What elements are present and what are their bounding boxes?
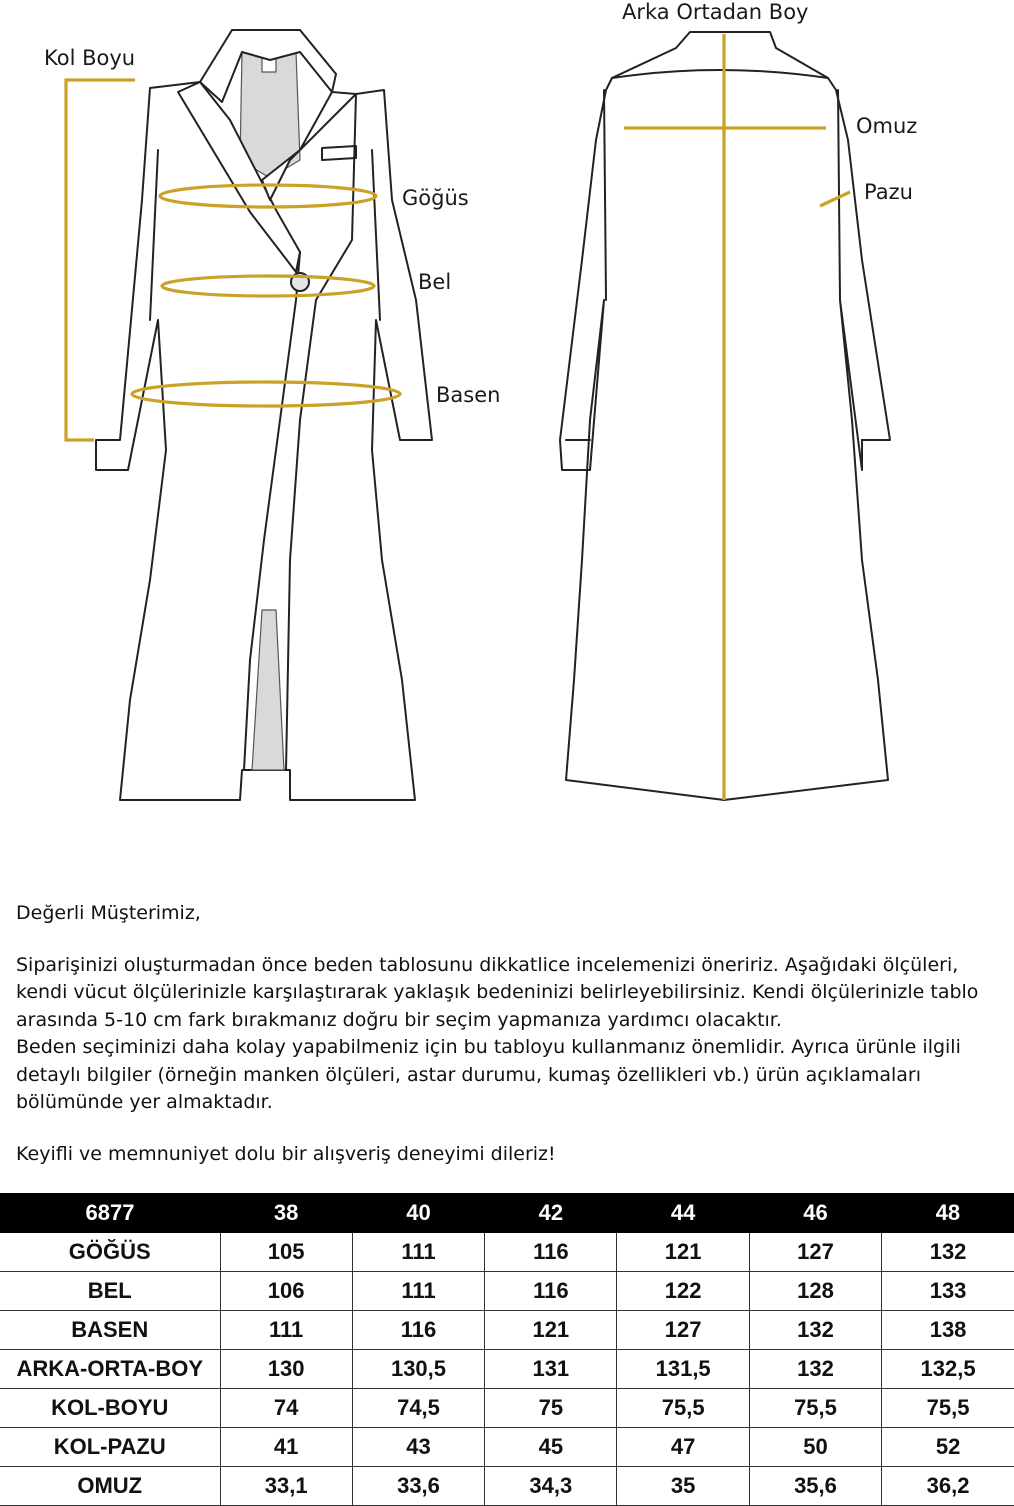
measurement-name-cell: BASEN bbox=[0, 1311, 220, 1350]
size-header: 38 bbox=[220, 1193, 352, 1233]
measurement-name-cell: OMUZ bbox=[0, 1467, 220, 1506]
label-basen: Basen bbox=[436, 383, 501, 407]
measurement-value-cell: 122 bbox=[617, 1272, 749, 1311]
measurement-name-cell: KOL-PAZU bbox=[0, 1428, 220, 1467]
size-header: 40 bbox=[352, 1193, 484, 1233]
measurement-value-cell: 111 bbox=[352, 1233, 484, 1272]
measurement-value-cell: 130 bbox=[220, 1350, 352, 1389]
measurement-value-cell: 75,5 bbox=[882, 1389, 1014, 1428]
measurement-value-cell: 133 bbox=[882, 1272, 1014, 1311]
measurement-name-cell: ARKA-ORTA-BOY bbox=[0, 1350, 220, 1389]
front-coat-drawing bbox=[96, 30, 432, 800]
label-pazu: Pazu bbox=[864, 180, 913, 204]
measurement-value-cell: 52 bbox=[882, 1428, 1014, 1467]
size-header: 46 bbox=[749, 1193, 881, 1233]
measurement-value-cell: 34,3 bbox=[485, 1467, 617, 1506]
measurement-value-cell: 75,5 bbox=[749, 1389, 881, 1428]
measurement-value-cell: 111 bbox=[352, 1272, 484, 1311]
table-row bbox=[0, 1350, 1014, 1389]
basen-measure-line bbox=[132, 382, 400, 406]
measurement-name-cell: BEL bbox=[0, 1272, 220, 1311]
measurement-value-cell: 138 bbox=[882, 1311, 1014, 1350]
label-arka-ortadan-boy: Arka Ortadan Boy bbox=[622, 0, 809, 24]
intro-paragraph-1: Siparişinizi oluşturmadan önce beden tablosunu dikkatlice incelemenizi öneririz. Aşağıdaki ölçüleri, kendi vücut ölçülerinizle karşılaştırarak yaklaşık bedeninizi belirleyebilirsiniz. Kendi ölçülerinizle tablo arasında 5-10 cm fark bırakmanız doğru bir seçim yapmanıza yardımcı olacaktır. bbox=[16, 953, 979, 1031]
measurement-value-cell: 50 bbox=[749, 1428, 881, 1467]
measurement-value-cell: 132,5 bbox=[882, 1350, 1014, 1389]
table-row bbox=[0, 1311, 1014, 1350]
table-row bbox=[0, 1233, 1014, 1272]
size-header: 42 bbox=[485, 1193, 617, 1233]
intro-paragraph-2: Beden seçiminizi daha kolay yapabilmeniz için bu tabloyu kullanmanız önemlidir. Ayrıca ürünle ilgili detaylı bilgiler (örneğin manken ölçüleri, astar durumu, kumaş özellikleri vb.) ürün açıklamaları bölümünde yer almaktadır. bbox=[16, 1036, 961, 1113]
table-row bbox=[0, 1428, 1014, 1467]
label-bel: Bel bbox=[418, 270, 452, 294]
label-gogus: Göğüs bbox=[402, 186, 469, 210]
measurement-value-cell: 130,5 bbox=[352, 1350, 484, 1389]
measurement-value-cell: 127 bbox=[617, 1311, 749, 1350]
label-omuz: Omuz bbox=[856, 114, 918, 138]
size-table-header-row bbox=[0, 1193, 1014, 1233]
measurement-value-cell: 33,1 bbox=[220, 1467, 352, 1506]
measurement-value-cell: 121 bbox=[617, 1233, 749, 1272]
label-kol-boyu: Kol Boyu bbox=[44, 46, 136, 70]
measurement-value-cell: 127 bbox=[749, 1233, 881, 1272]
measurement-value-cell: 132 bbox=[749, 1311, 881, 1350]
measurement-value-cell: 74,5 bbox=[352, 1389, 484, 1428]
measurement-value-cell: 131,5 bbox=[617, 1350, 749, 1389]
measurement-value-cell: 41 bbox=[220, 1428, 352, 1467]
measurement-name-cell: KOL-BOYU bbox=[0, 1389, 220, 1428]
measurement-value-cell: 116 bbox=[485, 1233, 617, 1272]
size-header: 44 bbox=[617, 1193, 749, 1233]
size-table bbox=[0, 1193, 1014, 1506]
measurement-value-cell: 116 bbox=[352, 1311, 484, 1350]
measurement-value-cell: 132 bbox=[749, 1350, 881, 1389]
measurement-value-cell: 128 bbox=[749, 1272, 881, 1311]
measurement-value-cell: 132 bbox=[882, 1233, 1014, 1272]
size-table-body bbox=[0, 1233, 1014, 1506]
table-row bbox=[0, 1389, 1014, 1428]
measurement-value-cell: 75 bbox=[485, 1389, 617, 1428]
measurement-value-cell: 47 bbox=[617, 1428, 749, 1467]
measurement-value-cell: 36,2 bbox=[882, 1467, 1014, 1506]
intro-closing: Keyifli ve memnuniyet dolu bir alışveriş deneyimi dileriz! bbox=[16, 1142, 556, 1165]
measurement-name-cell: GÖĞÜS bbox=[0, 1233, 220, 1272]
measurement-value-cell: 45 bbox=[485, 1428, 617, 1467]
measurement-value-cell: 75,5 bbox=[617, 1389, 749, 1428]
measurement-value-cell: 43 bbox=[352, 1428, 484, 1467]
measurement-value-cell: 131 bbox=[485, 1350, 617, 1389]
measurement-value-cell: 74 bbox=[220, 1389, 352, 1428]
measurement-value-cell: 106 bbox=[220, 1272, 352, 1311]
measurement-value-cell: 33,6 bbox=[352, 1467, 484, 1506]
bel-measure-line bbox=[162, 276, 374, 296]
measurement-value-cell: 35 bbox=[617, 1467, 749, 1506]
measurement-value-cell: 35,6 bbox=[749, 1467, 881, 1506]
measurement-value-cell: 105 bbox=[220, 1233, 352, 1272]
intro-text bbox=[16, 900, 1006, 1168]
product-code-header: 6877 bbox=[0, 1193, 220, 1233]
size-header: 48 bbox=[882, 1193, 1014, 1233]
measurement-value-cell: 111 bbox=[220, 1311, 352, 1350]
measurement-value-cell: 116 bbox=[485, 1272, 617, 1311]
measurement-value-cell: 121 bbox=[485, 1311, 617, 1350]
table-row bbox=[0, 1272, 1014, 1311]
intro-greeting: Değerli Müşterimiz, bbox=[16, 902, 201, 924]
